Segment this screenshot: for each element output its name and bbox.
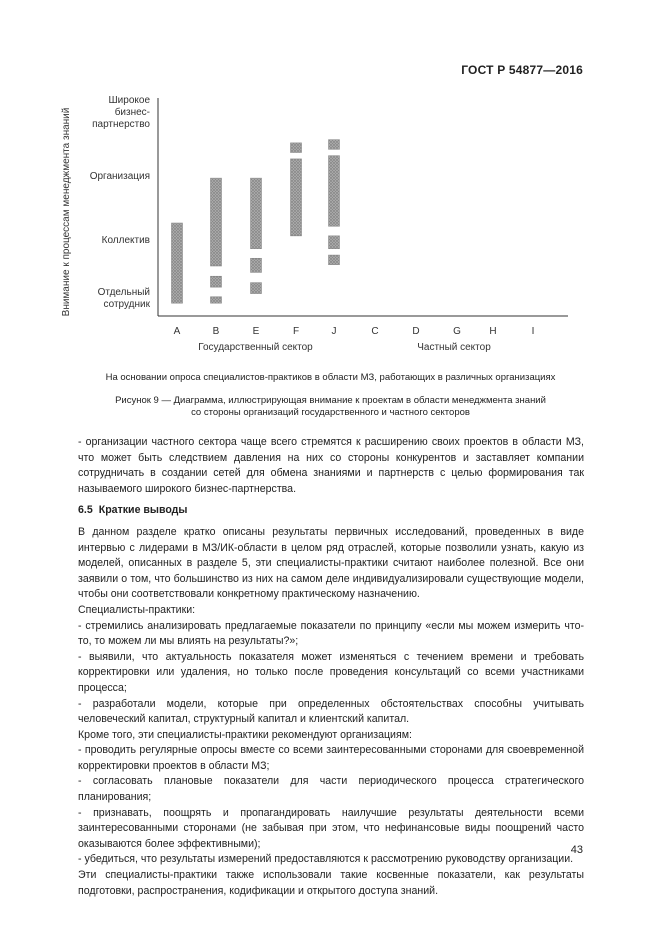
- x-category-label: G: [453, 326, 461, 337]
- figure-caption-line1: Рисунок 9 — Диаграмма, иллюстрирующая внимание к проектам в области менеджмента знаний: [115, 395, 546, 406]
- y-level-label: Коллектив: [101, 235, 150, 247]
- bar-segment-J: [329, 156, 340, 227]
- figure-caption-line2: со стороны организаций государственного и частного секторов: [191, 407, 470, 418]
- y-level-labels: [90, 95, 151, 310]
- paragraph: Эти специалисты-практики также использовали такие косвенные показатели, как результаты подготовки, распространения, кодификации и открытого доступа знаний.: [78, 869, 584, 897]
- bar-segment-B: [211, 276, 222, 287]
- bar-segment-F: [291, 143, 302, 153]
- section-title: Краткие выводы: [98, 504, 188, 517]
- paragraph: Специалисты-практики:: [78, 603, 196, 616]
- y-axis-title: Внимание к процессам менеджмента знаний: [61, 107, 72, 317]
- figure-source-note: На основании опроса специалистов-практиков в области МЗ, работающих в различных организациях: [105, 372, 556, 383]
- x-category-label: D: [412, 326, 420, 337]
- bar-segment-J: [329, 140, 340, 150]
- list-item: - стремились анализировать предлагаемые показатели по принципу «если мы можем измерить что-то, то можем ли мы влиять на результаты?»;: [78, 619, 584, 648]
- bar-segment-F: [291, 159, 302, 236]
- sector-group-label: Государственный сектор: [198, 342, 313, 353]
- x-category-label: J: [331, 326, 337, 337]
- body-text: [78, 435, 584, 899]
- list-item: - проводить регулярные опросы вместе со всеми заинтересованными сторонами для своевременной корректировки проектов в области МЗ;: [78, 744, 584, 772]
- y-level-label: партнерство: [92, 118, 150, 130]
- x-category-label: I: [531, 326, 535, 337]
- list-item: - согласовать плановые показатели для части периодического процесса стратегического планирования;: [78, 775, 584, 804]
- bar-segment-A: [172, 223, 183, 303]
- standard-number: ГОСТ Р 54877—2016: [461, 63, 583, 77]
- sector-group-labels: [198, 342, 491, 353]
- y-level-label: Отдельный: [97, 287, 150, 299]
- sector-group-label: Частный сектор: [417, 342, 491, 353]
- page-number: 43: [570, 844, 583, 856]
- section-number: 6.5: [78, 504, 93, 517]
- section-heading: [78, 503, 584, 519]
- bar-segment-J: [329, 236, 340, 249]
- list-item: - разработали модели, которые при определенных обстоятельствах способны учитывать человеческий капитал, структурный капитал и клиентский капитал.: [78, 697, 584, 726]
- bar-segment-E: [251, 258, 262, 272]
- list-item: - убедиться, что результаты измерений предоставляются к рассмотрению руководству организации.: [78, 853, 574, 866]
- x-category-label: E: [252, 326, 260, 337]
- paragraph: В данном разделе кратко описаны результаты первичных исследований, проведенных в виде интервью с лидерами в МЗ/ИК-области в целом ряд отраслей, которые позволили узнать, какую из моделей, описанных в разделе 5, эти специалисты-практики считают наиболее полезной. Все они заявили о том, что большинство из них на самом деле индивидуализировали существующие модели, чтобы они соответствовали конкретному практическому назначению.: [78, 525, 584, 601]
- y-level-label: Широкое: [108, 94, 150, 106]
- y-level-label: Организация: [89, 170, 150, 182]
- bar-segment-J: [329, 255, 340, 265]
- x-category-label: H: [489, 326, 497, 337]
- bar-segment-B: [211, 297, 222, 303]
- list-item: - выявили, что актуальность показателя может изменяться с течением времени и требовать корректировки или удаления, но только после проведения консультаций со всеми участниками процесса;: [78, 650, 584, 694]
- paragraph: - организации частного сектора чаще всего стремятся к расширению своих проектов в области МЗ, что может быть следствием давления на них со стороны конкурентов и заставляет компании сотрудничать в создании сетей для обмена знаниями и партнерств с целью формирования так называемого широкого бизнес-партнерства.: [78, 436, 584, 495]
- x-category-label: F: [292, 326, 300, 337]
- bar-segment-E: [251, 283, 262, 294]
- bar-segment-E: [251, 178, 262, 249]
- range-bar-chart: [0, 90, 661, 360]
- y-level-label: сотрудник: [103, 299, 150, 311]
- bar-segment-B: [211, 178, 222, 266]
- chart-bars: [172, 140, 340, 304]
- x-category-label: B: [212, 326, 220, 337]
- x-category-labels: [174, 326, 535, 337]
- list-item: - признавать, поощрять и пропагандировать наилучшие результаты деятельности всеми заинтересованными сторонами (не забывая при этом, что нефинансовые виды поощрений часто оказываются более эффективными);: [78, 806, 584, 850]
- x-category-label: A: [173, 326, 181, 337]
- paragraph: Кроме того, эти специалисты-практики рекомендуют организациям:: [78, 728, 412, 741]
- y-level-label: бизнес-: [114, 106, 150, 118]
- x-category-label: C: [371, 326, 379, 337]
